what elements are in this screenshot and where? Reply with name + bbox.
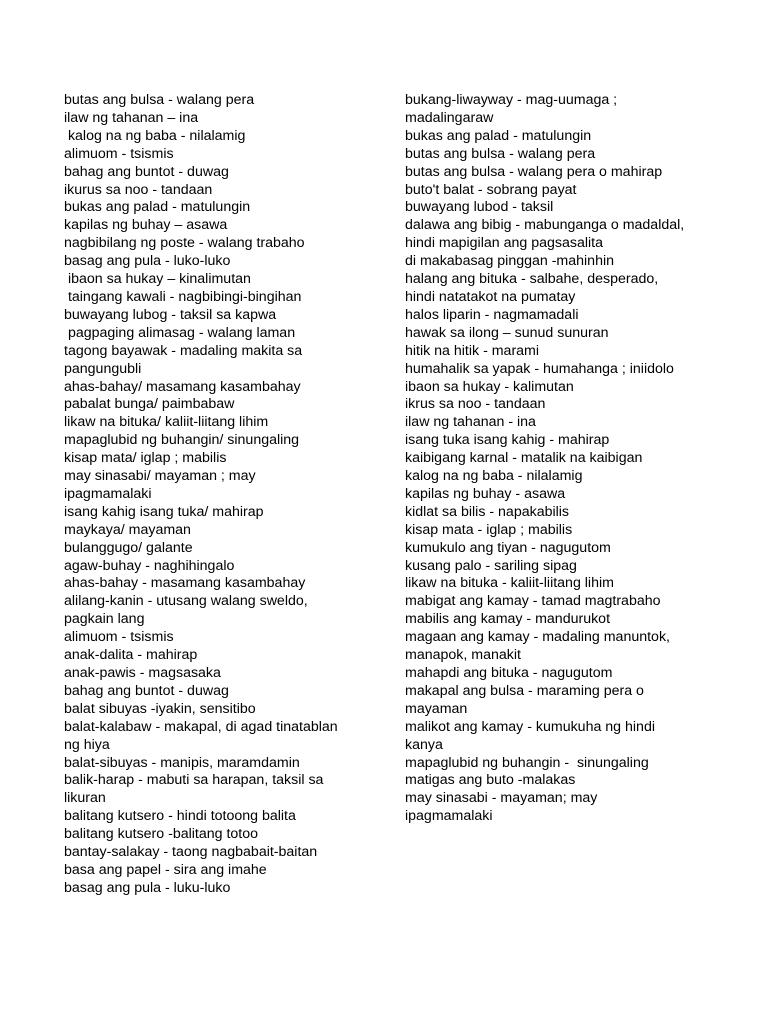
text-line: anak-pawis - magsasaka xyxy=(64,665,221,681)
text-line: ahas-bahay - masamang kasambahay xyxy=(64,575,306,592)
text-line: di makabasag pinggan -mahinhin xyxy=(405,253,615,270)
text-line: alimuom - tsismis xyxy=(64,629,174,646)
text-line: ahas-bahay/ masamang kasambahay xyxy=(64,378,301,395)
text-line: ibaon sa hukay – kinalimutan xyxy=(64,271,251,288)
text-line: basa ang papel - sira ang imahe xyxy=(64,861,267,878)
text-line: mapaglubid ng buhangin/ sinungaling xyxy=(64,432,300,449)
text-line: kaibigang karnal - matalik na kaibigan xyxy=(405,450,643,467)
text-line: balat-sibuyas - manipis, maramdamin xyxy=(64,754,300,771)
text-line: bantay-salakay - taong nagbabait-baitan xyxy=(64,844,318,861)
text-line: mabilis ang kamay - mandurukot xyxy=(405,611,611,628)
text-line: kanya xyxy=(405,736,443,753)
text-line: halos liparin - nagmamadali xyxy=(405,306,579,323)
text-line: isang tuka isang kahig - mahirap xyxy=(405,432,610,449)
text-line: bahag ang buntot - duwag xyxy=(64,163,229,180)
text-line: bulanggugo/ galante xyxy=(64,539,193,556)
text-line: humahalik sa yapak - humahanga ; iniidolo xyxy=(405,360,674,377)
text-line: ilaw ng tahanan - ina xyxy=(405,414,536,431)
text-line: madalingaraw xyxy=(405,109,494,126)
text-line: bukang-liwayway - mag-uumaga ; xyxy=(405,92,618,108)
text-line: mapaglubid ng buhangin - sinungaling xyxy=(405,754,649,771)
text-line: may sinasabi/ mayaman ; may xyxy=(64,468,256,485)
text-line: ipagmamalaki xyxy=(64,485,152,502)
text-line: hindi natatakot na pumatay xyxy=(405,288,576,305)
text-line: matigas ang buto -malakas xyxy=(405,772,576,789)
text-line: likaw na bituka/ kaliit-liitang lihim xyxy=(64,414,269,431)
text-line: kumukulo ang tiyan - nagugutom xyxy=(405,539,611,556)
text-line: buwayang lubog - taksil sa kapwa xyxy=(64,306,277,323)
text-line: hindi mapigilan ang pagsasalita xyxy=(405,235,603,252)
text-line: alilang-kanin - utusang walang sweldo, xyxy=(64,593,308,610)
text-line: mayaman xyxy=(405,700,468,717)
text-line: pabalat bunga/ paimbabaw xyxy=(64,396,235,413)
text-line: kisap mata - iglap ; mabilis xyxy=(405,521,573,538)
text-line: nagbibilang ng poste - walang trabaho xyxy=(64,235,305,252)
text-line: alimuom - tsismis xyxy=(64,145,174,162)
text-line: ng hiya xyxy=(64,736,110,753)
text-line: butas ang bulsa - walang pera o mahirap xyxy=(405,163,663,180)
text-line: magaan ang kamay - madaling manuntok, xyxy=(405,629,670,646)
text-line: butas ang bulsa - walang pera xyxy=(405,145,596,162)
text-line: likuran xyxy=(64,790,106,807)
text-line: balat-kalabaw - makapal, di agad tinatablan xyxy=(64,718,338,735)
text-line: malikot ang kamay - kumukuha ng hindi xyxy=(405,718,655,735)
text-line: hawak sa ilong – sunud sunuran xyxy=(405,324,609,341)
text-line: balat sibuyas -iyakin, sensitibo xyxy=(64,700,256,717)
text-line: basag ang pula - luko-luko xyxy=(64,253,231,270)
text-line: kidlat sa bilis - napakabilis xyxy=(405,503,570,520)
text-line: pagkain lang xyxy=(64,611,145,628)
text-line: ikurus sa noo - tandaan xyxy=(64,181,213,198)
text-line: agaw-buhay - naghihingalo xyxy=(64,557,235,574)
left-column xyxy=(64,92,364,898)
text-line: kalog na ng baba - nilalamig xyxy=(64,127,246,144)
text-line: isang kahig isang tuka/ mahirap xyxy=(64,503,264,520)
text-line: bukas ang palad - matulungin xyxy=(64,199,251,216)
text-line: balik-harap - mabuti sa harapan, taksil sa xyxy=(64,772,324,789)
text-line: kusang palo - sariling sipag xyxy=(405,557,577,574)
text-line: dalawa ang bibig - mabunganga o madaldal, xyxy=(405,217,685,234)
text-line: likaw na bituka - kaliit-liitang lihim xyxy=(405,575,614,592)
text-line: bukas ang palad - matulungin xyxy=(405,127,592,144)
text-line: butas ang bulsa - walang pera xyxy=(64,92,255,108)
text-line: mabigat ang kamay - tamad magtrabaho xyxy=(405,593,661,610)
text-line: halang ang bituka - salbahe, desperado, xyxy=(405,271,659,288)
text-line: mahapdi ang bituka - nagugutom xyxy=(405,665,613,681)
text-line: buwayang lubod - taksil xyxy=(405,199,554,216)
text-line: anak-dalita - mahirap xyxy=(64,647,198,664)
text-line: balitang kutsero -balitang totoo xyxy=(64,826,259,843)
text-line: ikrus sa noo - tandaan xyxy=(405,396,546,413)
text-line: basag ang pula - luku-luko xyxy=(64,879,231,896)
text-line: manapok, manakit xyxy=(405,647,521,664)
text-line: ibaon sa hukay - kalimutan xyxy=(405,378,574,395)
text-line: makapal ang bulsa - maraming pera o xyxy=(405,682,644,699)
text-line: taingang kawali - nagbibingi-bingihan xyxy=(64,288,302,305)
text-line: bahag ang buntot - duwag xyxy=(64,682,229,699)
text-line: ipagmamalaki xyxy=(405,808,493,825)
text-line: ilaw ng tahanan – ina xyxy=(64,109,199,126)
text-line: may sinasabi - mayaman; may xyxy=(405,790,598,807)
right-column xyxy=(405,92,715,826)
text-line: maykaya/ mayaman xyxy=(64,521,191,538)
text-line: hitik na hitik - marami xyxy=(405,342,540,359)
text-line: kapilas ng buhay - asawa xyxy=(405,485,566,502)
text-line: kalog na ng baba - nilalamig xyxy=(405,468,583,485)
text-line: pangungubli xyxy=(64,360,142,377)
text-line: balitang kutsero - hindi totoong balita xyxy=(64,808,296,825)
text-line: kisap mata/ iglap ; mabilis xyxy=(64,450,227,467)
text-line: kapilas ng buhay – asawa xyxy=(64,217,228,234)
text-line: tagong bayawak - madaling makita sa xyxy=(64,342,303,359)
text-line: buto't balat - sobrang payat xyxy=(405,181,577,198)
text-line: pagpaging alimasag - walang laman xyxy=(64,324,296,341)
